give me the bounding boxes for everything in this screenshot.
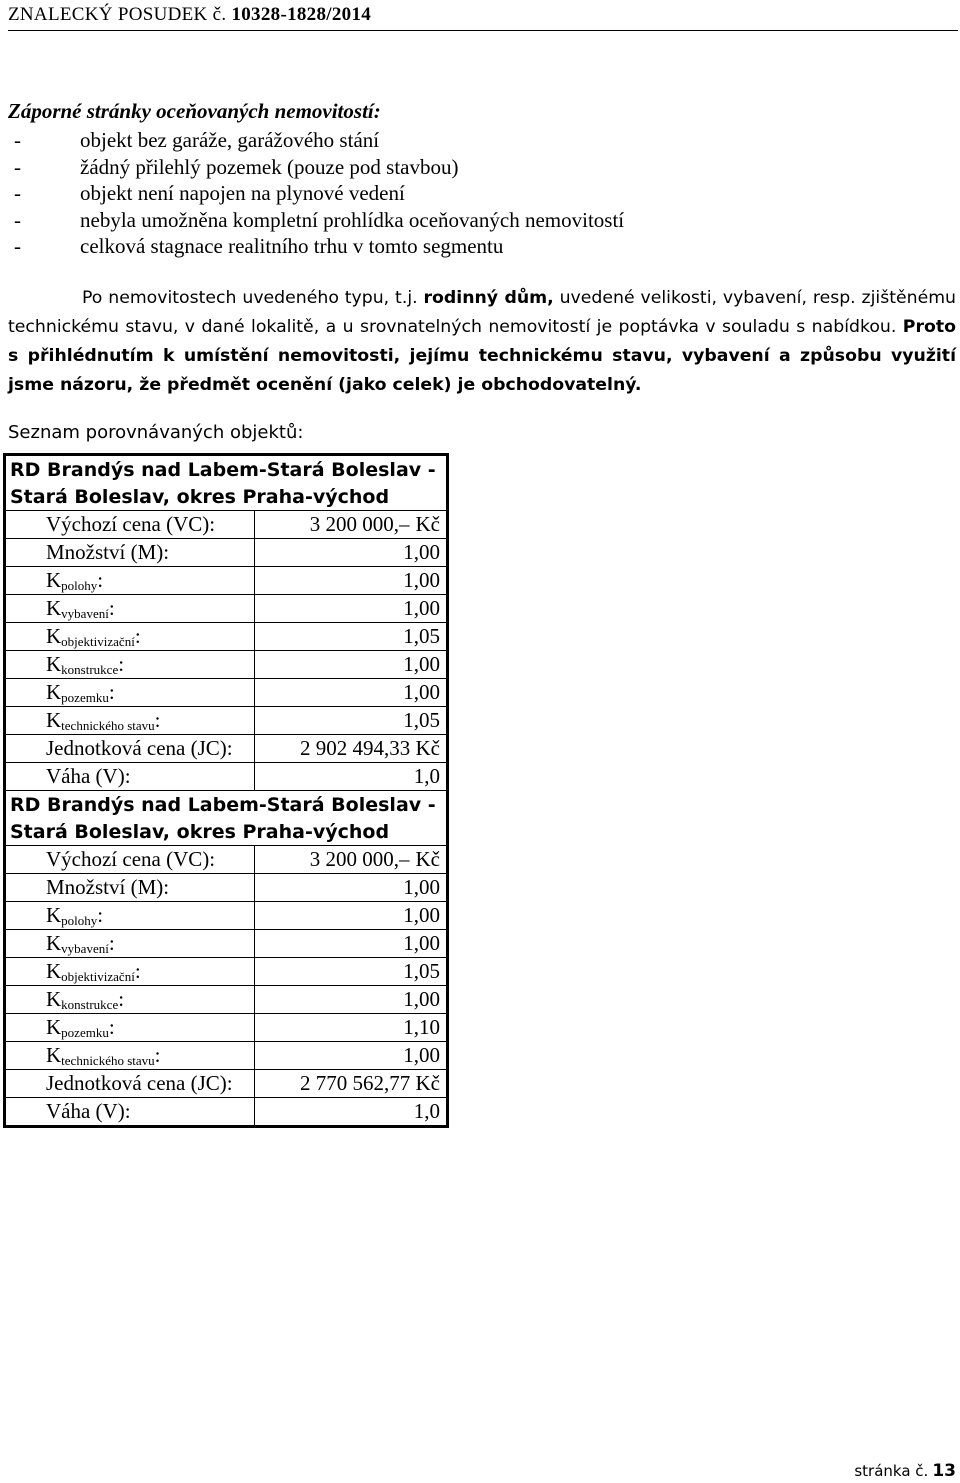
table-row: Jednotková cena (JC): 2 902 494,33 Kč [5,735,448,763]
table-row [5,818,448,846]
object-name: RD Brandýs nad Labem-Stará Boleslav - [5,791,448,819]
table-row [5,791,448,819]
table-row: $K_{konstrukce}$: 1,00 [5,986,448,1014]
table-row: $K_{objektivizační}$: 1,05 [5,623,448,651]
header-title [8,4,371,26]
header-label: ZNALECKÝ POSUDEK č. [8,4,227,25]
table-row: Váha (V): 1,0 [5,763,448,791]
object-location: Stará Boleslav, okres Praha-východ [5,818,448,846]
comparison-title: Seznam porovnávaných objektů: [8,422,304,443]
table-row: $K_{pozemku}$: 1,00 [5,679,448,707]
object-location: Stará Boleslav, okres Praha-východ [5,483,448,511]
table-row: $K_{pozemku}$: 1,10 [5,1014,448,1042]
table-row: $K_{technického stavu}$: 1,05 [5,707,448,735]
page-header [8,2,958,30]
table-row [5,483,448,511]
marketability-paragraph: Po nemovitostech uvedeného typu, t.j. rodinný dům, uvedené velikosti, vybavení, resp. zjištěnému technickému stavu, v dané lokalitě, a u srovnatelných nemovitostí je poptávka v souladu s nabídkou. Proto s přihlédnutím k umístění nemovitosti, jejímu technickému stavu, vybavení a způsobu využití jsme názoru, že předmět ocenění (jako celek) je obchodovatelný. [8,288,957,395]
comparison-table [3,453,449,1128]
table-row: Váha (V): 1,0 [5,1098,448,1127]
list-item: - žádný přilehlý pozemek (pouze pod stavbou) [14,154,459,179]
page-number: 13 [932,1461,956,1481]
table-row: $K_{vybavení}$: 1,00 [5,930,448,958]
table-row: $K_{polohy}$: 1,00 [5,567,448,595]
table-row: $K_{technického stavu}$: 1,00 [5,1042,448,1070]
negatives-list [8,127,624,260]
table-row: Jednotková cena (JC): 2 770 562,77 Kč [5,1070,448,1098]
report-number: 10328-1828/2014 [231,4,372,25]
list-item: - celková stagnace realitního trhu v tomto segmentu [14,234,504,258]
table-row: Výchozí cena (VC): 3 200 000,– Kč [5,846,448,874]
table-row: Množství (M): 1,00 [5,539,448,567]
page-footer [854,1461,956,1481]
object-name: RD Brandýs nad Labem-Stará Boleslav - [5,455,448,484]
list-item: - objekt bez garáže, garážového stání [14,128,380,152]
negatives-title: Záporné stránky oceňovaných nemovitostí: [8,99,381,123]
footer-label: stránka č. [854,1462,929,1480]
table-row: Množství (M): 1,00 [5,874,448,902]
table-row [5,455,448,484]
table-row: $K_{objektivizační}$: 1,05 [5,958,448,986]
table-row: $K_{polohy}$: 1,00 [5,902,448,930]
list-item: - nebyla umožněna kompletní prohlídka oceňovaných nemovitostí [14,207,625,232]
table-row: $K_{vybavení}$: 1,00 [5,595,448,623]
table-row: Výchozí cena (VC): 3 200 000,– Kč [5,511,448,539]
header-rule [8,30,958,31]
table-row: $K_{konstrukce}$: 1,00 [5,651,448,679]
list-item: - objekt není napojen na plynové vedení [14,181,405,205]
